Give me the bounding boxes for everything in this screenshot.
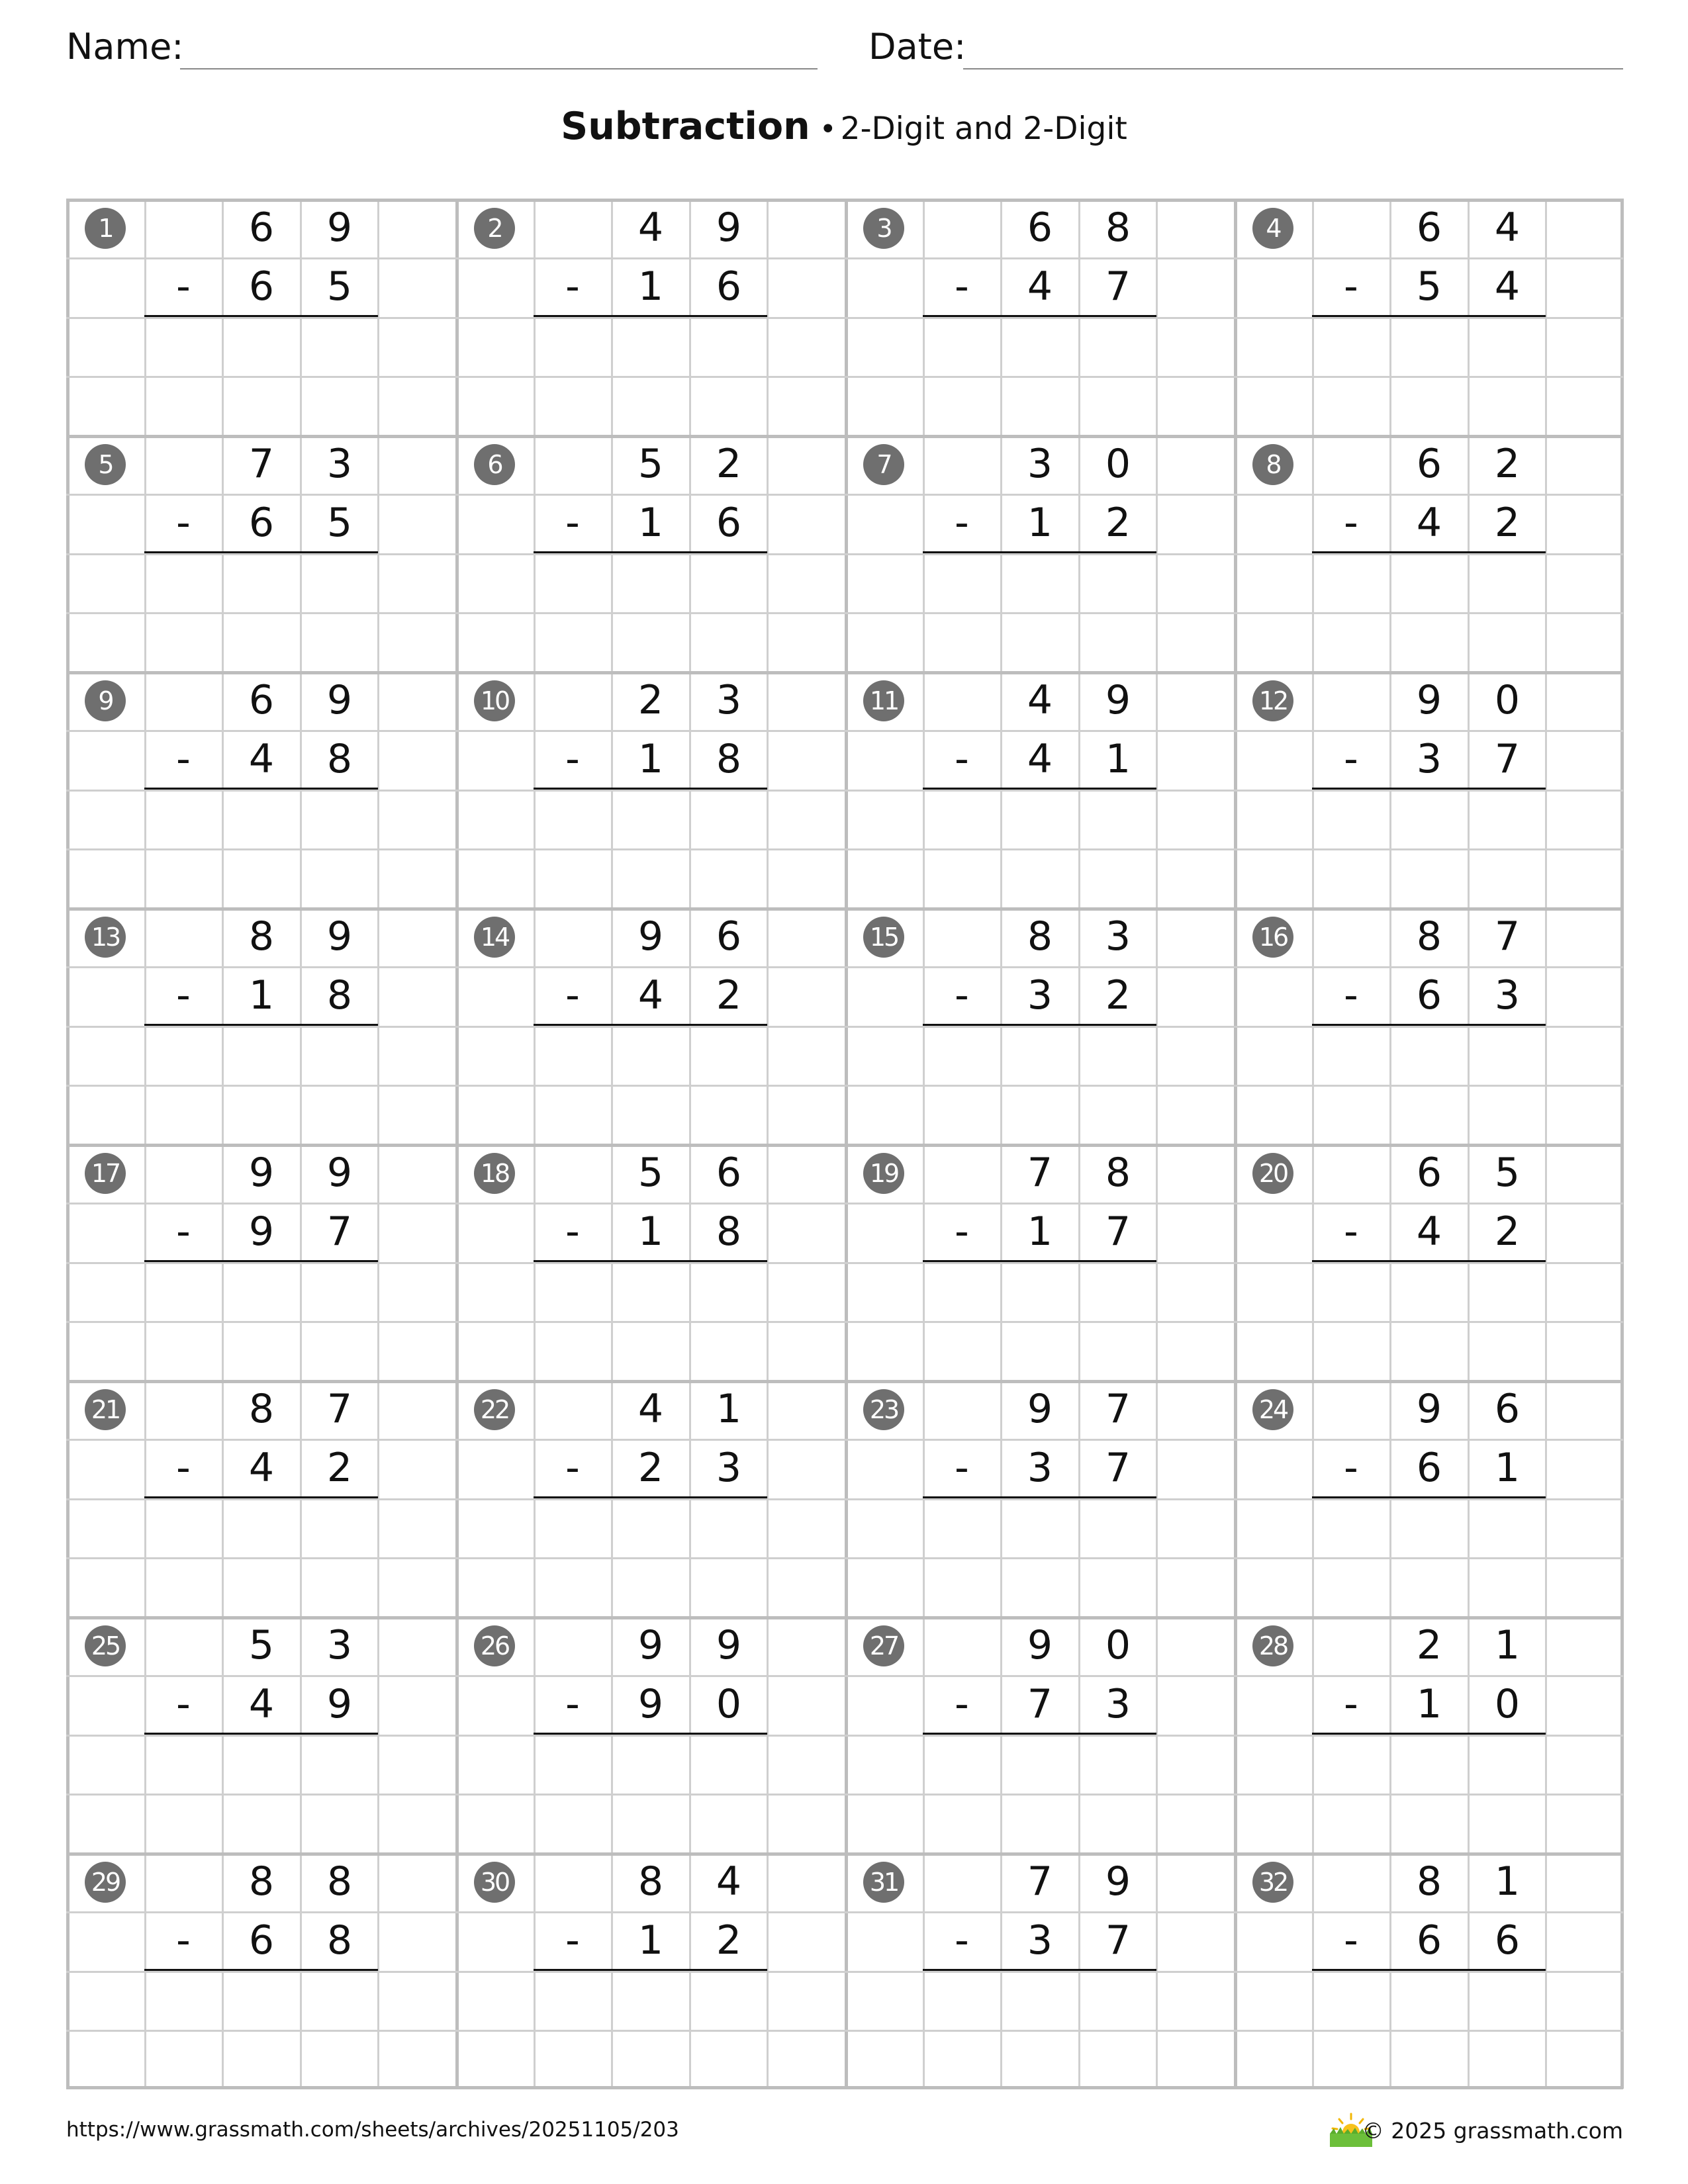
problem-1	[66, 199, 455, 435]
problem-14	[455, 907, 845, 1144]
minuend-ones-digit: 8	[1105, 205, 1131, 251]
minuend-tens-digit: 4	[1027, 677, 1053, 723]
subtrahend-ones-digit: 5	[326, 263, 353, 310]
subtrahend-ones-digit: 3	[1105, 1681, 1131, 1727]
minuend-ones-digit: 3	[326, 441, 353, 487]
minuend-tens-digit: 9	[1416, 677, 1442, 723]
minus-sign: -	[1344, 1917, 1358, 1964]
problem-4	[1234, 199, 1623, 435]
problem-15	[845, 907, 1234, 1144]
subtrahend-ones-digit: 7	[1494, 736, 1521, 782]
answer-rule	[923, 1024, 1156, 1026]
minuend-ones-digit: 2	[716, 441, 742, 487]
answer-rule	[144, 1733, 378, 1735]
minuend-ones-digit: 9	[326, 913, 353, 960]
subtrahend-tens-digit: 5	[1416, 263, 1442, 310]
problem-18	[455, 1144, 845, 1380]
subtrahend-tens-digit: 3	[1027, 1917, 1053, 1964]
problem-number-badge: 32	[1252, 1862, 1293, 1903]
problem-grid	[66, 199, 1623, 2089]
subtrahend-tens-digit: 4	[1027, 736, 1053, 782]
answer-rule	[1312, 1260, 1546, 1262]
minus-sign: -	[955, 1208, 969, 1255]
answer-rule	[144, 551, 378, 553]
problem-number-badge: 27	[863, 1625, 904, 1666]
subtrahend-tens-digit: 9	[637, 1681, 664, 1727]
minuend-ones-digit: 7	[1494, 913, 1521, 960]
minuend-tens-digit: 9	[637, 1622, 664, 1668]
minus-sign: -	[1344, 1681, 1358, 1727]
problem-number-badge: 17	[85, 1153, 126, 1194]
answer-rule	[1312, 1733, 1546, 1735]
problem-21	[66, 1380, 455, 1616]
minuend-ones-digit: 7	[326, 1386, 353, 1432]
name-line[interactable]	[180, 68, 818, 69]
subtrahend-tens-digit: 4	[248, 1681, 275, 1727]
minuend-tens-digit: 6	[1416, 441, 1442, 487]
subtrahend-tens-digit: 6	[248, 263, 275, 310]
subtrahend-tens-digit: 4	[248, 736, 275, 782]
answer-rule	[923, 1260, 1156, 1262]
minuend-ones-digit: 4	[716, 1858, 742, 1905]
subtrahend-tens-digit: 6	[248, 1917, 275, 1964]
minus-sign: -	[176, 736, 191, 782]
minuend-tens-digit: 8	[1416, 913, 1442, 960]
subtrahend-tens-digit: 1	[637, 263, 664, 310]
subtrahend-ones-digit: 7	[1105, 1445, 1131, 1491]
problem-7	[845, 435, 1234, 671]
problem-number-badge: 26	[474, 1625, 515, 1666]
subtrahend-tens-digit: 1	[1027, 1208, 1053, 1255]
minuend-ones-digit: 3	[1105, 913, 1131, 960]
problem-23	[845, 1380, 1234, 1616]
subtrahend-ones-digit: 2	[1494, 500, 1521, 546]
minus-sign: -	[955, 500, 969, 546]
problem-number-badge: 9	[85, 680, 126, 721]
problem-number-badge: 22	[474, 1389, 515, 1430]
subtrahend-ones-digit: 3	[1494, 972, 1521, 1019]
minuend-tens-digit: 5	[637, 1150, 664, 1196]
answer-rule	[144, 1496, 378, 1498]
problem-number-badge: 13	[85, 917, 126, 958]
minuend-ones-digit: 8	[1105, 1150, 1131, 1196]
answer-rule	[923, 315, 1156, 317]
subtrahend-ones-digit: 7	[1105, 263, 1131, 310]
problem-number-badge: 11	[863, 680, 904, 721]
problem-26	[455, 1616, 845, 1852]
subtrahend-tens-digit: 4	[248, 1445, 275, 1491]
problem-number-badge: 31	[863, 1862, 904, 1903]
minuend-tens-digit: 7	[1027, 1150, 1053, 1196]
problem-8	[1234, 435, 1623, 671]
problem-number-badge: 25	[85, 1625, 126, 1666]
answer-rule	[1312, 315, 1546, 317]
minuend-tens-digit: 6	[1416, 1150, 1442, 1196]
minuend-ones-digit: 0	[1105, 1622, 1131, 1668]
problem-24	[1234, 1380, 1623, 1616]
problem-number-badge: 30	[474, 1862, 515, 1903]
minus-sign: -	[565, 972, 580, 1019]
minuend-ones-digit: 9	[1105, 1858, 1131, 1905]
problem-number-badge: 1	[85, 208, 126, 249]
minuend-ones-digit: 7	[1105, 1386, 1131, 1432]
subtrahend-ones-digit: 7	[1105, 1917, 1131, 1964]
subtrahend-ones-digit: 0	[716, 1681, 742, 1727]
minuend-tens-digit: 8	[1027, 913, 1053, 960]
minuend-ones-digit: 0	[1105, 441, 1131, 487]
minuend-tens-digit: 7	[248, 441, 275, 487]
subtrahend-ones-digit: 7	[326, 1208, 353, 1255]
subtrahend-tens-digit: 6	[1416, 972, 1442, 1019]
problem-number-badge: 23	[863, 1389, 904, 1430]
minuend-tens-digit: 9	[1416, 1386, 1442, 1432]
subtrahend-tens-digit: 9	[248, 1208, 275, 1255]
subtrahend-tens-digit: 1	[637, 736, 664, 782]
minuend-ones-digit: 3	[326, 1622, 353, 1668]
subtrahend-tens-digit: 1	[637, 1917, 664, 1964]
subtrahend-tens-digit: 6	[1416, 1445, 1442, 1491]
minuend-ones-digit: 4	[1494, 205, 1521, 251]
minuend-tens-digit: 6	[248, 205, 275, 251]
minuend-ones-digit: 9	[1105, 677, 1131, 723]
answer-rule	[534, 551, 767, 553]
minuend-tens-digit: 9	[637, 913, 664, 960]
minus-sign: -	[565, 1917, 580, 1964]
subtrahend-ones-digit: 5	[326, 500, 353, 546]
minus-sign: -	[955, 1917, 969, 1964]
answer-rule	[534, 1496, 767, 1498]
minus-sign: -	[565, 500, 580, 546]
subtrahend-tens-digit: 1	[1027, 500, 1053, 546]
problem-number-badge: 16	[1252, 917, 1293, 958]
minus-sign: -	[565, 1681, 580, 1727]
answer-rule	[534, 788, 767, 790]
minus-sign: -	[176, 1208, 191, 1255]
minus-sign: -	[176, 500, 191, 546]
footer-copyright: © 2025 grassmath.com	[1362, 2118, 1623, 2144]
answer-rule	[923, 1496, 1156, 1498]
minuend-ones-digit: 9	[326, 1150, 353, 1196]
minus-sign: -	[176, 972, 191, 1019]
problem-number-badge: 6	[474, 444, 515, 485]
subtrahend-tens-digit: 4	[1027, 263, 1053, 310]
title-subtitle: 2-Digit and 2-Digit	[840, 111, 1127, 147]
minuend-tens-digit: 5	[248, 1622, 275, 1668]
problem-3	[845, 199, 1234, 435]
subtrahend-tens-digit: 4	[1416, 1208, 1442, 1255]
problem-number-badge: 5	[85, 444, 126, 485]
problem-9	[66, 671, 455, 907]
answer-rule	[1312, 788, 1546, 790]
problem-30	[455, 1852, 845, 2089]
subtrahend-ones-digit: 2	[1105, 500, 1131, 546]
minuend-tens-digit: 8	[248, 913, 275, 960]
subtrahend-tens-digit: 6	[248, 500, 275, 546]
subtrahend-ones-digit: 4	[1494, 263, 1521, 310]
minuend-ones-digit: 5	[1494, 1150, 1521, 1196]
minus-sign: -	[955, 1445, 969, 1491]
minuend-tens-digit: 6	[1027, 205, 1053, 251]
problem-20	[1234, 1144, 1623, 1380]
minuend-tens-digit: 2	[1416, 1622, 1442, 1668]
subtrahend-ones-digit: 6	[1494, 1917, 1521, 1964]
footer-url: https://www.grassmath.com/sheets/archives/20251105/203	[66, 2118, 679, 2142]
problem-17	[66, 1144, 455, 1380]
subtrahend-tens-digit: 1	[637, 1208, 664, 1255]
minuend-tens-digit: 4	[637, 1386, 664, 1432]
minus-sign: -	[565, 1208, 580, 1255]
minuend-ones-digit: 3	[716, 677, 742, 723]
subtrahend-tens-digit: 1	[1416, 1681, 1442, 1727]
subtrahend-ones-digit: 3	[716, 1445, 742, 1491]
worksheet-title	[0, 105, 1688, 148]
answer-rule	[144, 315, 378, 317]
answer-rule	[1312, 1024, 1546, 1026]
minuend-ones-digit: 1	[1494, 1858, 1521, 1905]
problem-25	[66, 1616, 455, 1852]
problem-29	[66, 1852, 455, 2089]
problem-32	[1234, 1852, 1623, 2089]
subtrahend-ones-digit: 1	[1105, 736, 1131, 782]
minuend-ones-digit: 2	[1494, 441, 1521, 487]
subtrahend-ones-digit: 1	[1494, 1445, 1521, 1491]
subtrahend-tens-digit: 4	[1416, 500, 1442, 546]
problem-number-badge: 7	[863, 444, 904, 485]
minuend-tens-digit: 9	[1027, 1622, 1053, 1668]
minuend-ones-digit: 6	[716, 913, 742, 960]
answer-rule	[1312, 1496, 1546, 1498]
problem-number-badge: 14	[474, 917, 515, 958]
answer-rule	[1312, 1969, 1546, 1971]
problem-2	[455, 199, 845, 435]
answer-rule	[923, 551, 1156, 553]
minus-sign: -	[955, 263, 969, 310]
minus-sign: -	[1344, 1445, 1358, 1491]
subtrahend-tens-digit: 3	[1416, 736, 1442, 782]
subtrahend-ones-digit: 2	[716, 972, 742, 1019]
minuend-ones-digit: 0	[1494, 677, 1521, 723]
subtrahend-tens-digit: 1	[637, 500, 664, 546]
minuend-tens-digit: 6	[1416, 205, 1442, 251]
minuend-tens-digit: 8	[637, 1858, 664, 1905]
minuend-tens-digit: 6	[248, 677, 275, 723]
problem-number-badge: 19	[863, 1153, 904, 1194]
subtrahend-ones-digit: 2	[1494, 1208, 1521, 1255]
subtrahend-tens-digit: 2	[637, 1445, 664, 1491]
problem-6	[455, 435, 845, 671]
subtrahend-ones-digit: 2	[1105, 972, 1131, 1019]
problem-number-badge: 24	[1252, 1389, 1293, 1430]
subtrahend-tens-digit: 1	[248, 972, 275, 1019]
problem-number-badge: 29	[85, 1862, 126, 1903]
minuend-ones-digit: 9	[716, 1622, 742, 1668]
problem-13	[66, 907, 455, 1144]
minuend-ones-digit: 1	[716, 1386, 742, 1432]
subtrahend-ones-digit: 8	[716, 1208, 742, 1255]
answer-rule	[534, 1024, 767, 1026]
problem-16	[1234, 907, 1623, 1144]
minuend-ones-digit: 1	[1494, 1622, 1521, 1668]
minus-sign: -	[1344, 1208, 1358, 1255]
title-bullet: •	[819, 113, 837, 146]
problem-number-badge: 15	[863, 917, 904, 958]
subtrahend-tens-digit: 7	[1027, 1681, 1053, 1727]
problem-28	[1234, 1616, 1623, 1852]
problem-number-badge: 2	[474, 208, 515, 249]
problem-11	[845, 671, 1234, 907]
minuend-ones-digit: 9	[326, 205, 353, 251]
answer-rule	[534, 1969, 767, 1971]
date-label: Date:	[868, 26, 966, 68]
minuend-tens-digit: 3	[1027, 441, 1053, 487]
subtrahend-tens-digit: 4	[637, 972, 664, 1019]
problem-number-badge: 20	[1252, 1153, 1293, 1194]
minuend-ones-digit: 6	[1494, 1386, 1521, 1432]
problem-number-badge: 3	[863, 208, 904, 249]
problem-12	[1234, 671, 1623, 907]
problem-22	[455, 1380, 845, 1616]
problem-number-badge: 10	[474, 680, 515, 721]
answer-rule	[923, 1969, 1156, 1971]
subtrahend-ones-digit: 8	[326, 1917, 353, 1964]
minuend-tens-digit: 2	[637, 677, 664, 723]
subtrahend-ones-digit: 9	[326, 1681, 353, 1727]
minuend-tens-digit: 5	[637, 441, 664, 487]
minuend-tens-digit: 9	[248, 1150, 275, 1196]
problem-27	[845, 1616, 1234, 1852]
subtrahend-ones-digit: 2	[716, 1917, 742, 1964]
minus-sign: -	[955, 1681, 969, 1727]
subtrahend-tens-digit: 3	[1027, 972, 1053, 1019]
answer-rule	[144, 1969, 378, 1971]
minuend-tens-digit: 8	[1416, 1858, 1442, 1905]
minus-sign: -	[955, 736, 969, 782]
subtrahend-tens-digit: 6	[1416, 1917, 1442, 1964]
problem-number-badge: 21	[85, 1389, 126, 1430]
problem-number-badge: 12	[1252, 680, 1293, 721]
minus-sign: -	[176, 1681, 191, 1727]
answer-rule	[534, 1733, 767, 1735]
subtrahend-ones-digit: 7	[1105, 1208, 1131, 1255]
answer-rule	[923, 788, 1156, 790]
answer-rule	[534, 315, 767, 317]
problem-5	[66, 435, 455, 671]
minuend-ones-digit: 8	[326, 1858, 353, 1905]
problem-10	[455, 671, 845, 907]
problem-number-badge: 4	[1252, 208, 1293, 249]
subtrahend-ones-digit: 6	[716, 263, 742, 310]
answer-rule	[144, 1024, 378, 1026]
subtrahend-ones-digit: 8	[326, 736, 353, 782]
subtrahend-tens-digit: 3	[1027, 1445, 1053, 1491]
minus-sign: -	[176, 1445, 191, 1491]
minuend-tens-digit: 8	[248, 1386, 275, 1432]
minuend-tens-digit: 9	[1027, 1386, 1053, 1432]
answer-rule	[144, 788, 378, 790]
answer-rule	[144, 1260, 378, 1262]
minus-sign: -	[565, 1445, 580, 1491]
answer-rule	[1312, 551, 1546, 553]
subtrahend-ones-digit: 6	[716, 500, 742, 546]
subtrahend-ones-digit: 2	[326, 1445, 353, 1491]
problem-31	[845, 1852, 1234, 2089]
minuend-ones-digit: 6	[716, 1150, 742, 1196]
minus-sign: -	[955, 972, 969, 1019]
problem-19	[845, 1144, 1234, 1380]
minuend-tens-digit: 4	[637, 205, 664, 251]
subtrahend-ones-digit: 0	[1494, 1681, 1521, 1727]
answer-rule	[923, 1733, 1156, 1735]
minus-sign: -	[176, 1917, 191, 1964]
minus-sign: -	[565, 263, 580, 310]
problem-number-badge: 8	[1252, 444, 1293, 485]
subtrahend-ones-digit: 8	[326, 972, 353, 1019]
minus-sign: -	[1344, 736, 1358, 782]
minuend-ones-digit: 9	[326, 677, 353, 723]
date-line[interactable]	[963, 68, 1623, 69]
title-main: Subtraction	[561, 105, 810, 148]
minus-sign: -	[1344, 972, 1358, 1019]
minuend-tens-digit: 7	[1027, 1858, 1053, 1905]
answer-rule	[534, 1260, 767, 1262]
minuend-ones-digit: 9	[716, 205, 742, 251]
minus-sign: -	[176, 263, 191, 310]
minuend-tens-digit: 8	[248, 1858, 275, 1905]
subtrahend-ones-digit: 8	[716, 736, 742, 782]
minus-sign: -	[1344, 263, 1358, 310]
name-label: Name:	[66, 26, 184, 68]
problem-number-badge: 28	[1252, 1625, 1293, 1666]
minus-sign: -	[1344, 500, 1358, 546]
problem-number-badge: 18	[474, 1153, 515, 1194]
minus-sign: -	[565, 736, 580, 782]
